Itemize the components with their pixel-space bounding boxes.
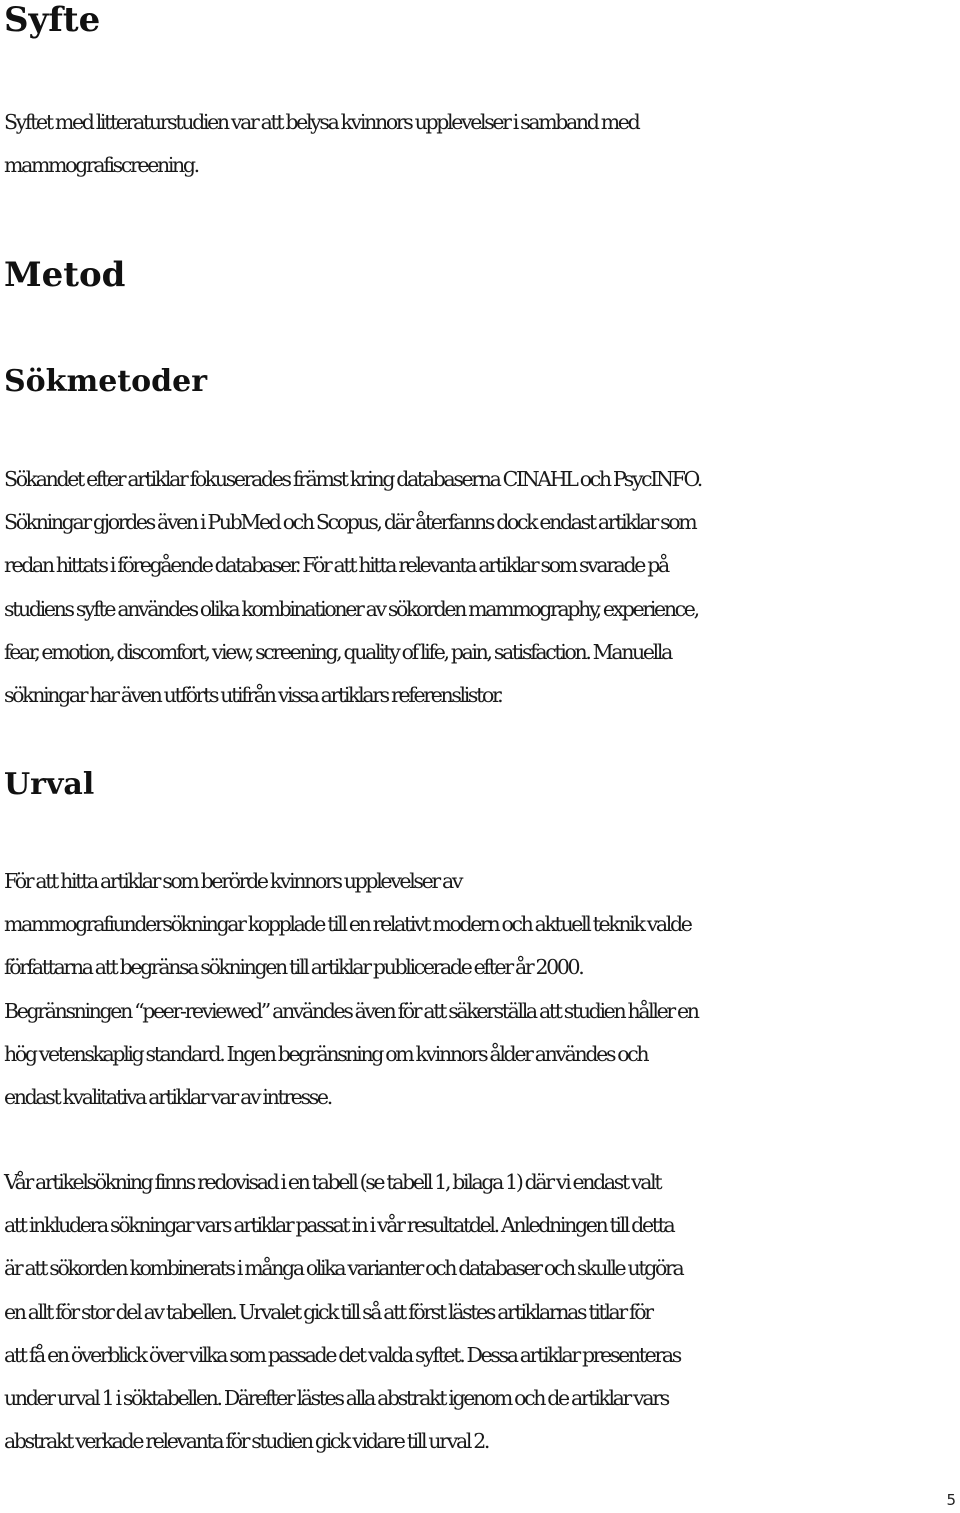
text-line: författarna att begränsa sökningen till artiklar publicerade efter år 2000.: [4, 955, 583, 980]
text-line: fear, emotion, discomfort, view, screening, quality of life, pain, satisfaction. Manuella: [4, 639, 671, 664]
paragraph-urval-1: [4, 860, 960, 1119]
heading-urval: Urval: [4, 767, 95, 802]
text-line: under urval 1 i söktabellen. Därefter lästes alla abstrakt igenom och de artiklar vars: [4, 1386, 668, 1411]
text-line: att inkludera sökningar vars artiklar passat in i vår resultatdel. Anledningen till detta: [4, 1213, 674, 1238]
page-number: 5: [946, 1491, 956, 1509]
text-line: Sökningar gjordes även i PubMed och Scopus, där återfanns dock endast artiklar som: [4, 510, 696, 535]
paragraph-syfte: [4, 101, 960, 187]
text-line: hög vetenskaplig standard. Ingen begränsning om kvinnors ålder användes och: [4, 1041, 648, 1066]
text-line: mammografiundersökningar kopplade till en relativt modern och aktuell teknik valde: [4, 912, 691, 937]
text-line: är att sökorden kombinerats i många olika varianter och databaser och skulle utgöra: [4, 1256, 683, 1281]
text-line: studiens syfte användes olika kombinationer av sökorden mammography, experience,: [4, 596, 698, 621]
text-line: mammografiscreening.: [4, 153, 198, 178]
text-line: För att hitta artiklar som berörde kvinnors upplevelser av: [4, 869, 462, 893]
heading-metod: Metod: [4, 255, 126, 295]
text-line: sökningar har även utförts utifrån vissa artiklars referenslistor.: [4, 683, 502, 708]
text-line: Syftet med litteraturstudien var att belysa kvinnors upplevelser i samband med: [4, 110, 639, 134]
text-line: Vår artikelsökning finns redovisad i en tabell (se tabell 1, bilaga 1) där vi endast valt: [4, 1170, 661, 1194]
heading-sokmetoder: Sökmetoder: [4, 364, 208, 399]
text-line: Begränsningen “peer-reviewed” användes även för att säkerställa att studien håller en: [4, 998, 698, 1023]
text-line: Sökandet efter artiklar fokuserades främst kring databaserna CINAHL och PsycINFO.: [4, 467, 701, 491]
text-line: redan hittats i föregående databaser. För att hitta relevanta artiklar som svarade på: [4, 553, 668, 578]
text-line: abstrakt verkade relevanta för studien gick vidare till urval 2.: [4, 1429, 489, 1454]
text-line: endast kvalitativa artiklar var av intresse.: [4, 1085, 331, 1110]
heading-syfte: Syfte: [4, 0, 101, 40]
paragraph-sokmetoder: [4, 458, 960, 717]
text-line: en allt för stor del av tabellen. Urvalet gick till så att först lästes artiklarnas titlar för: [4, 1299, 652, 1324]
text-line: att få en överblick över vilka som passade det valda syftet. Dessa artiklar presenteras: [4, 1342, 680, 1367]
paragraph-urval-2: [4, 1161, 960, 1463]
